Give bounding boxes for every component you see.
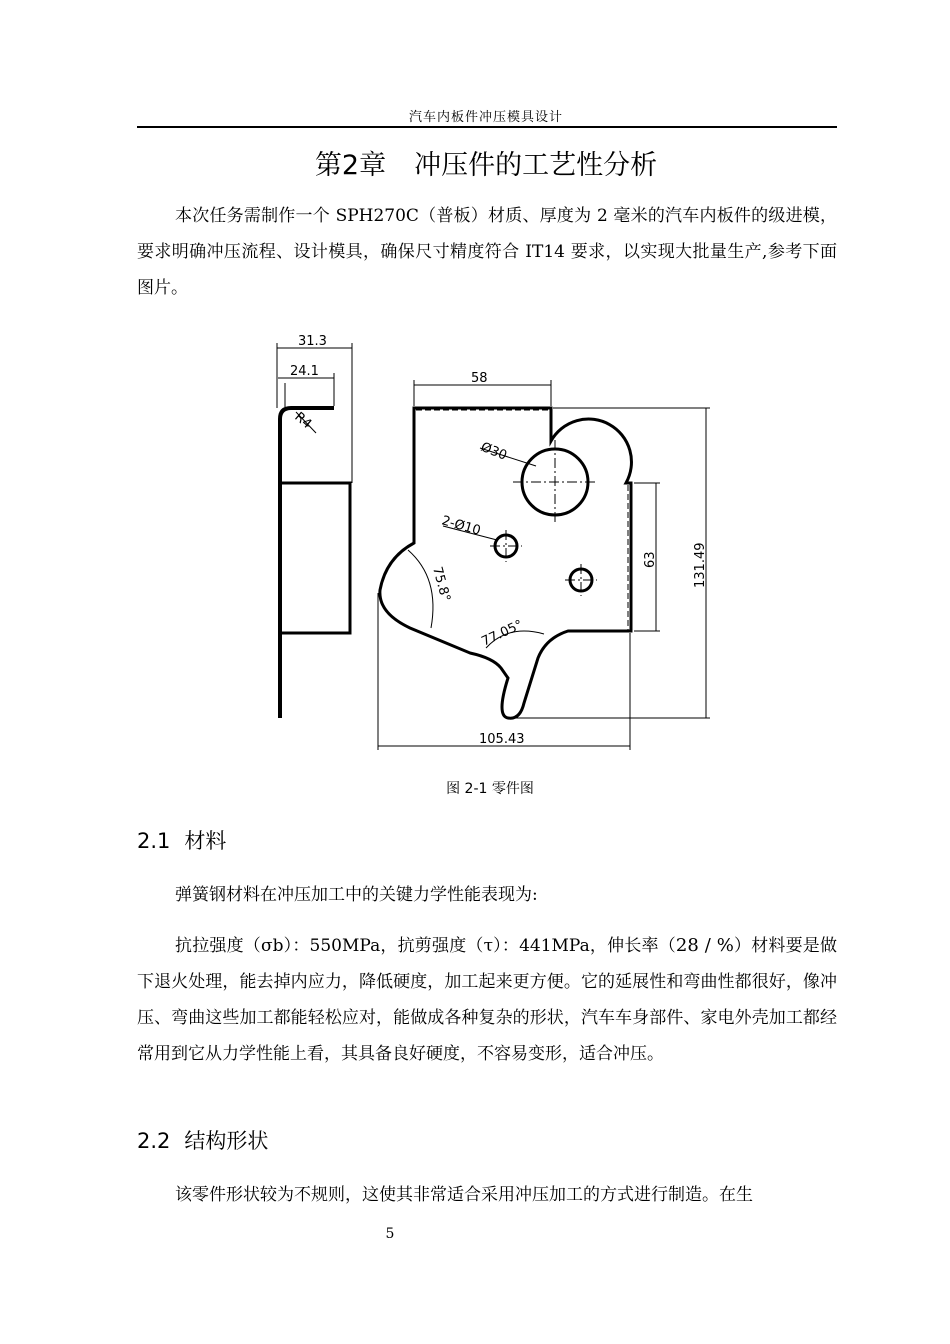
dim-height-total: 131.49 bbox=[693, 542, 708, 588]
dim-top-width: 58 bbox=[471, 371, 488, 386]
section-number: 2.1 bbox=[137, 829, 171, 853]
section-number: 2.2 bbox=[137, 1129, 171, 1153]
materials-body-post: ）材料要是做下退火处理，能去掉内应力，降低硬度，加工起来更方便。它的延展性和弯曲性都很好，像冲压、弯曲这些加工都能轻松应对，能做成各种复杂的形状，汽车车身部件、家电外壳加工都经常用到它从力学性能上看，其具备良好硬度，不容易变形，适合冲压。 bbox=[137, 936, 837, 1064]
dim-side-width: 31.3 bbox=[298, 334, 327, 349]
part-drawing bbox=[268, 328, 718, 758]
dim-radius: R4 bbox=[291, 409, 315, 433]
chapter-number: 第2章 bbox=[314, 150, 387, 181]
dim-hole-big: Ø30 bbox=[478, 439, 509, 464]
dim-height-right: 63 bbox=[643, 551, 658, 568]
chapter-title bbox=[0, 143, 950, 182]
header-rule bbox=[137, 126, 837, 128]
structure-body: 该零件形状较为不规则，这使其非常适合采用冲压加工的方式进行制造。在生 bbox=[175, 1185, 753, 1205]
elongation-formula: 28 / % bbox=[675, 935, 734, 956]
section-heading-structure bbox=[137, 1125, 268, 1155]
chapter-name: 冲压件的工艺性分析 bbox=[414, 150, 658, 181]
materials-body bbox=[137, 928, 837, 1072]
materials-intro: 弹簧钢材料在冲压加工中的关键力学性能表现为: bbox=[175, 885, 538, 905]
intro-paragraph: 本次任务需制作一个 SPH270C（普板）材质、厚度为 2 毫米的汽车内板件的级进模，要求明确冲压流程、设计模具，确保尺寸精度符合 IT14 要求，以实现大批量生产,参考下面图片。 bbox=[137, 206, 837, 298]
figure-caption: 图 2-1 零件图 bbox=[446, 781, 534, 797]
dim-holes-small: 2-Ø10 bbox=[439, 513, 483, 539]
header-title: 汽车内板件冲压模具设计 bbox=[408, 110, 563, 125]
section-heading-materials bbox=[137, 825, 226, 855]
page-number: 5 bbox=[385, 1226, 395, 1242]
section-title: 结构形状 bbox=[184, 1129, 269, 1153]
side-view bbox=[280, 408, 350, 718]
dim-total-width: 105.43 bbox=[479, 732, 525, 747]
dim-angle-left: 75.8° bbox=[429, 565, 453, 604]
materials-body-pre: 抗拉强度（σb）：550MPa，抗剪强度（τ）：441MPa，伸长率（ bbox=[175, 936, 676, 956]
dim-side-inner: 24.1 bbox=[290, 364, 319, 379]
section-title: 材料 bbox=[184, 829, 227, 853]
dim-angle-bottom: 77.05° bbox=[479, 617, 526, 650]
